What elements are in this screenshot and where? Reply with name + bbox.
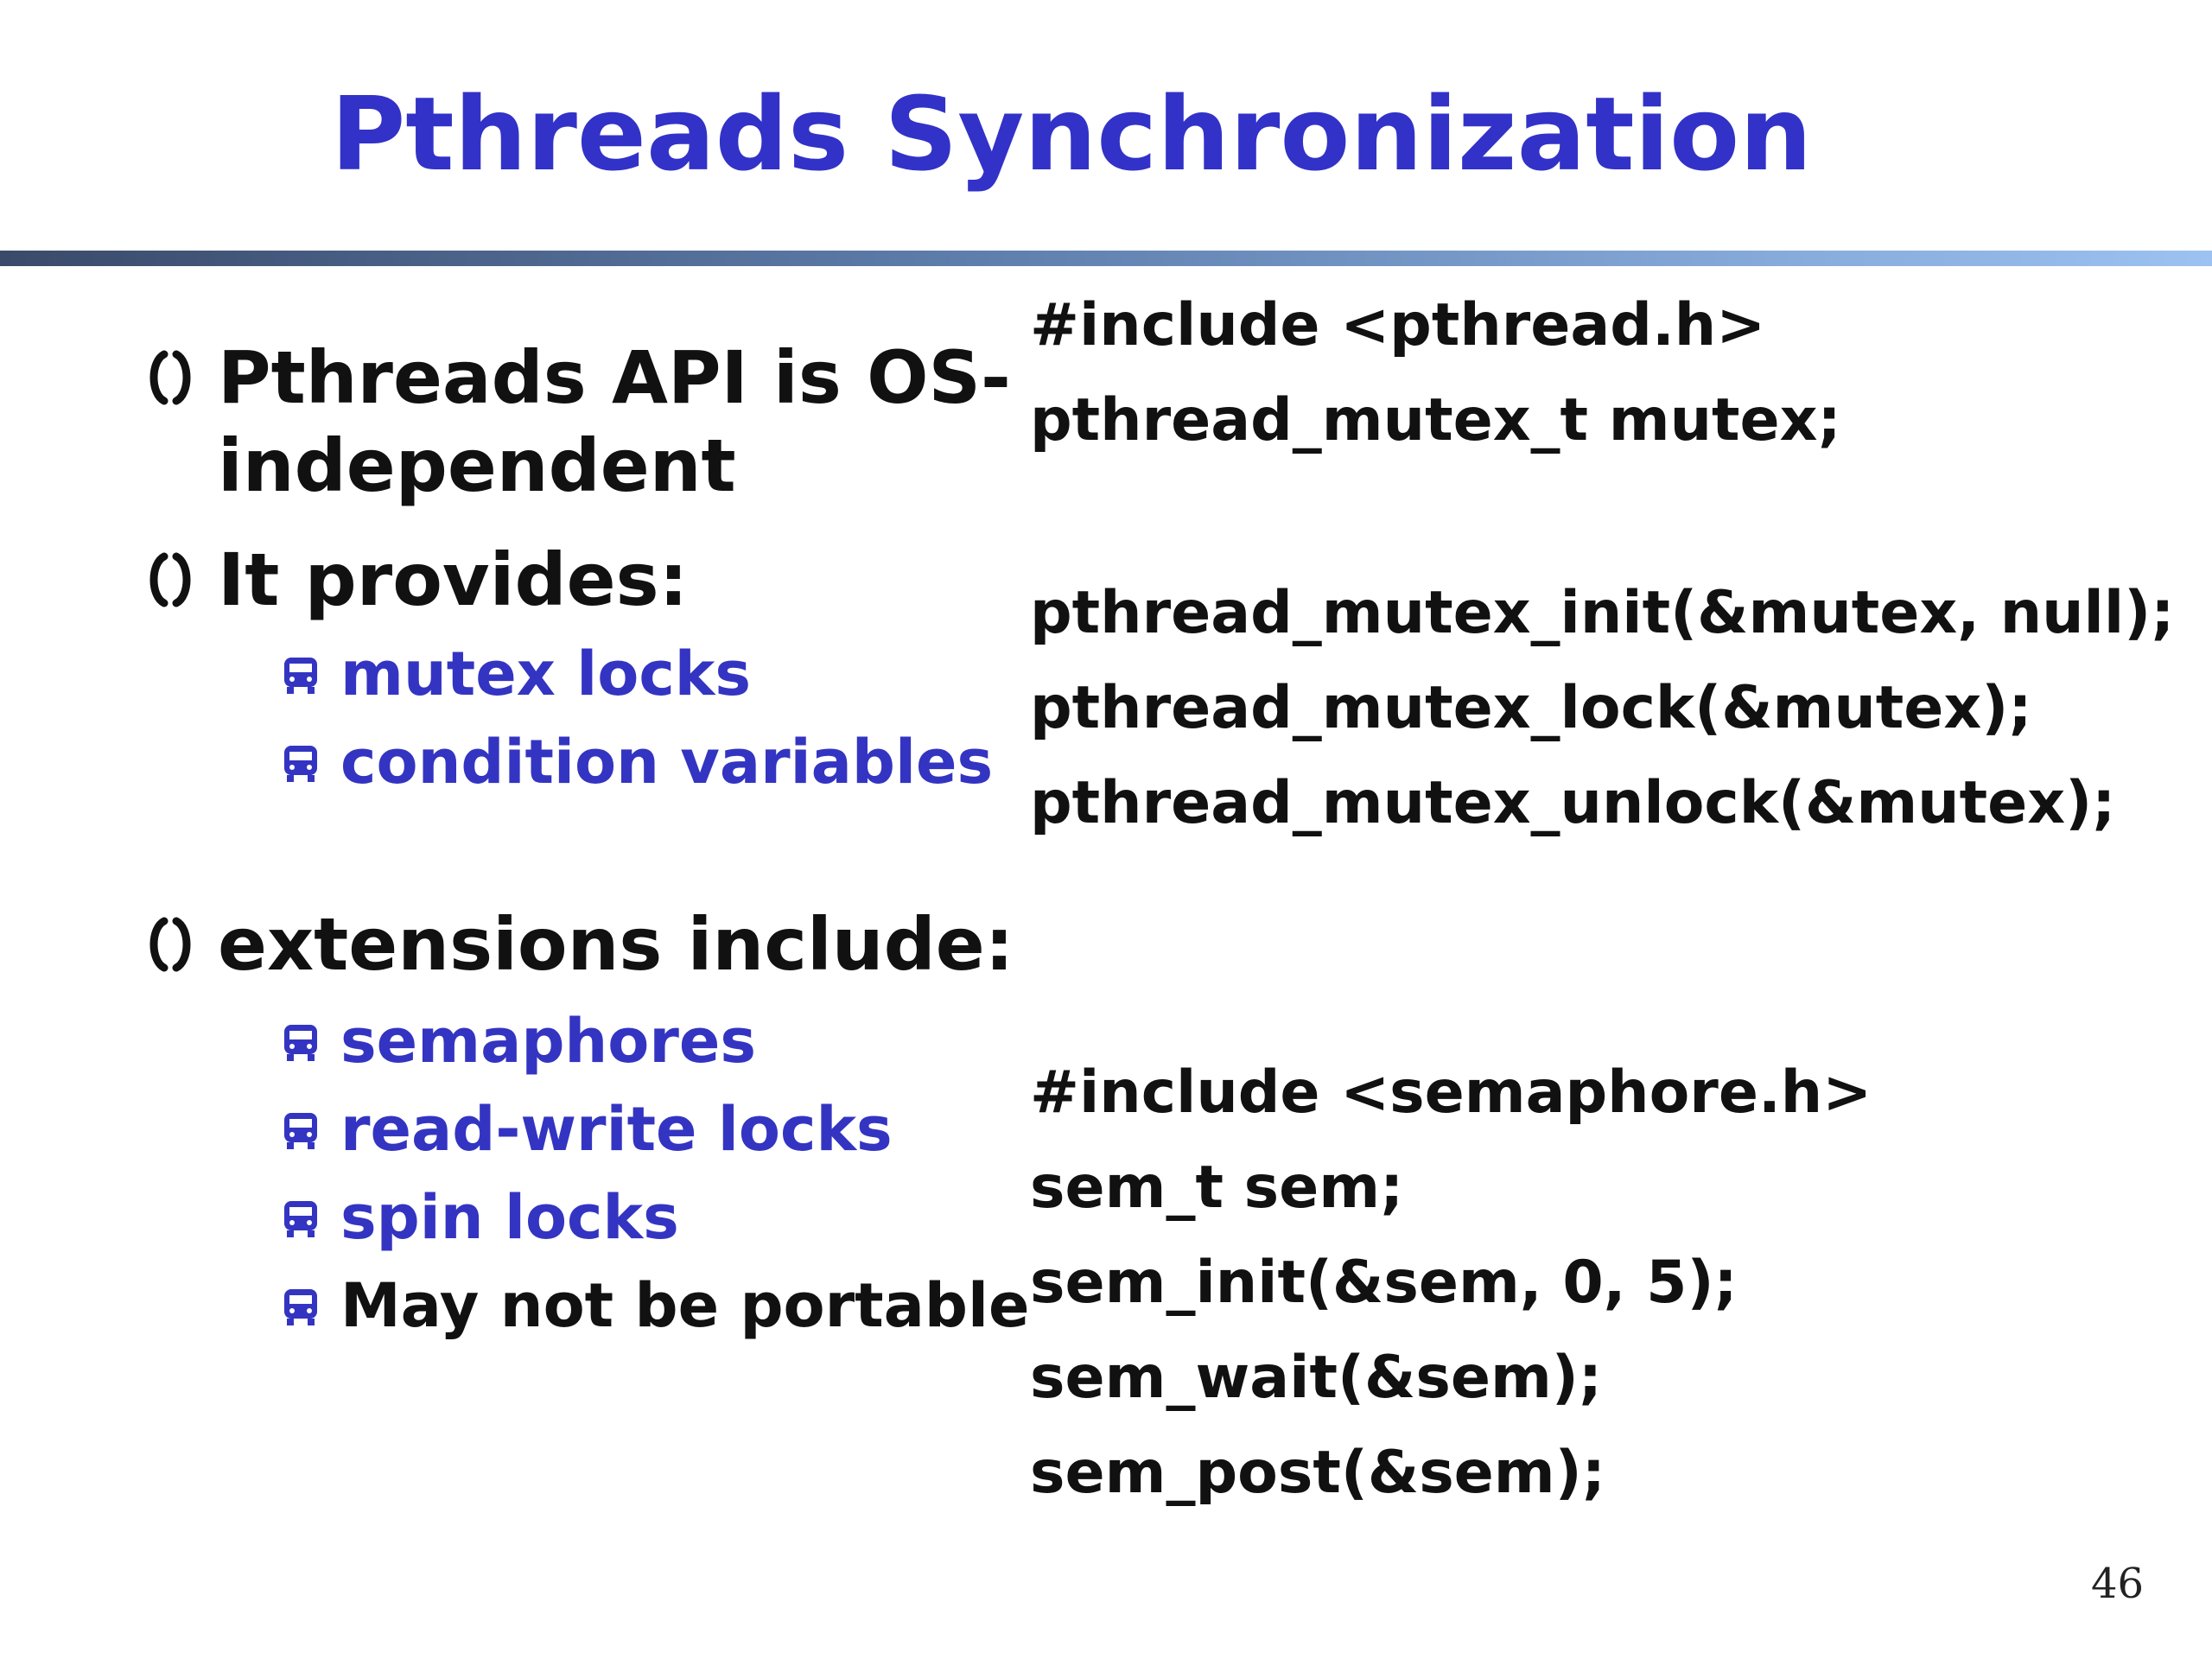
code-line-sem-post: sem_post(&sem); [1030,1439,1605,1507]
code-line-mutex-decl: pthread_mutex_t mutex; [1030,386,1841,454]
sub-item-text: read-write locks [340,1094,893,1165]
bus-icon [282,1199,320,1239]
code-line-sem-wait: sem_wait(&sem); [1030,1344,1603,1412]
bullet-text [218,334,1011,510]
sub-item-text: spin locks [340,1182,679,1253]
sub-item-text: mutex locks [340,639,752,709]
bullet-text: extensions include: [218,902,1014,987]
code-line-sem-init: sem_init(&sem, 0, 5); [1030,1249,1738,1317]
code-line-include-semaphore: #include <semaphore.h> [1030,1058,1872,1127]
bracket-circle-icon [145,551,195,608]
code-line-sem-decl: sem_t sem; [1030,1154,1404,1222]
code-line-include-pthread: #include <pthread.h> [1030,291,1766,359]
bullet-list [0,0,1030,1659]
bullet-text-line: Pthreads API is OS- [218,335,1011,420]
bracket-circle-icon [145,349,195,406]
bus-icon [282,1111,320,1151]
bracket-circle-icon [145,916,195,973]
code-line-mutex-unlock: pthread_mutex_unlock(&mutex); [1030,769,2116,837]
slide-title: Pthreads Synchronization [330,74,1813,194]
bullet-text: It provides: [218,537,689,622]
sub-item-text: condition variables [340,727,994,798]
bus-icon [282,1023,320,1063]
bus-icon [282,744,320,784]
bus-icon [282,656,320,696]
bus-icon [282,1287,320,1327]
sub-item-text: semaphores [340,1006,757,1077]
bullet-text-line: independent [218,423,736,508]
page-number: 46 [2091,1560,2145,1608]
code-line-mutex-lock: pthread_mutex_lock(&mutex); [1030,674,2032,742]
code-line-mutex-init: pthread_mutex_init(&mutex, null); [1030,579,2175,647]
sub-item-text: May not be portable [340,1270,1030,1341]
